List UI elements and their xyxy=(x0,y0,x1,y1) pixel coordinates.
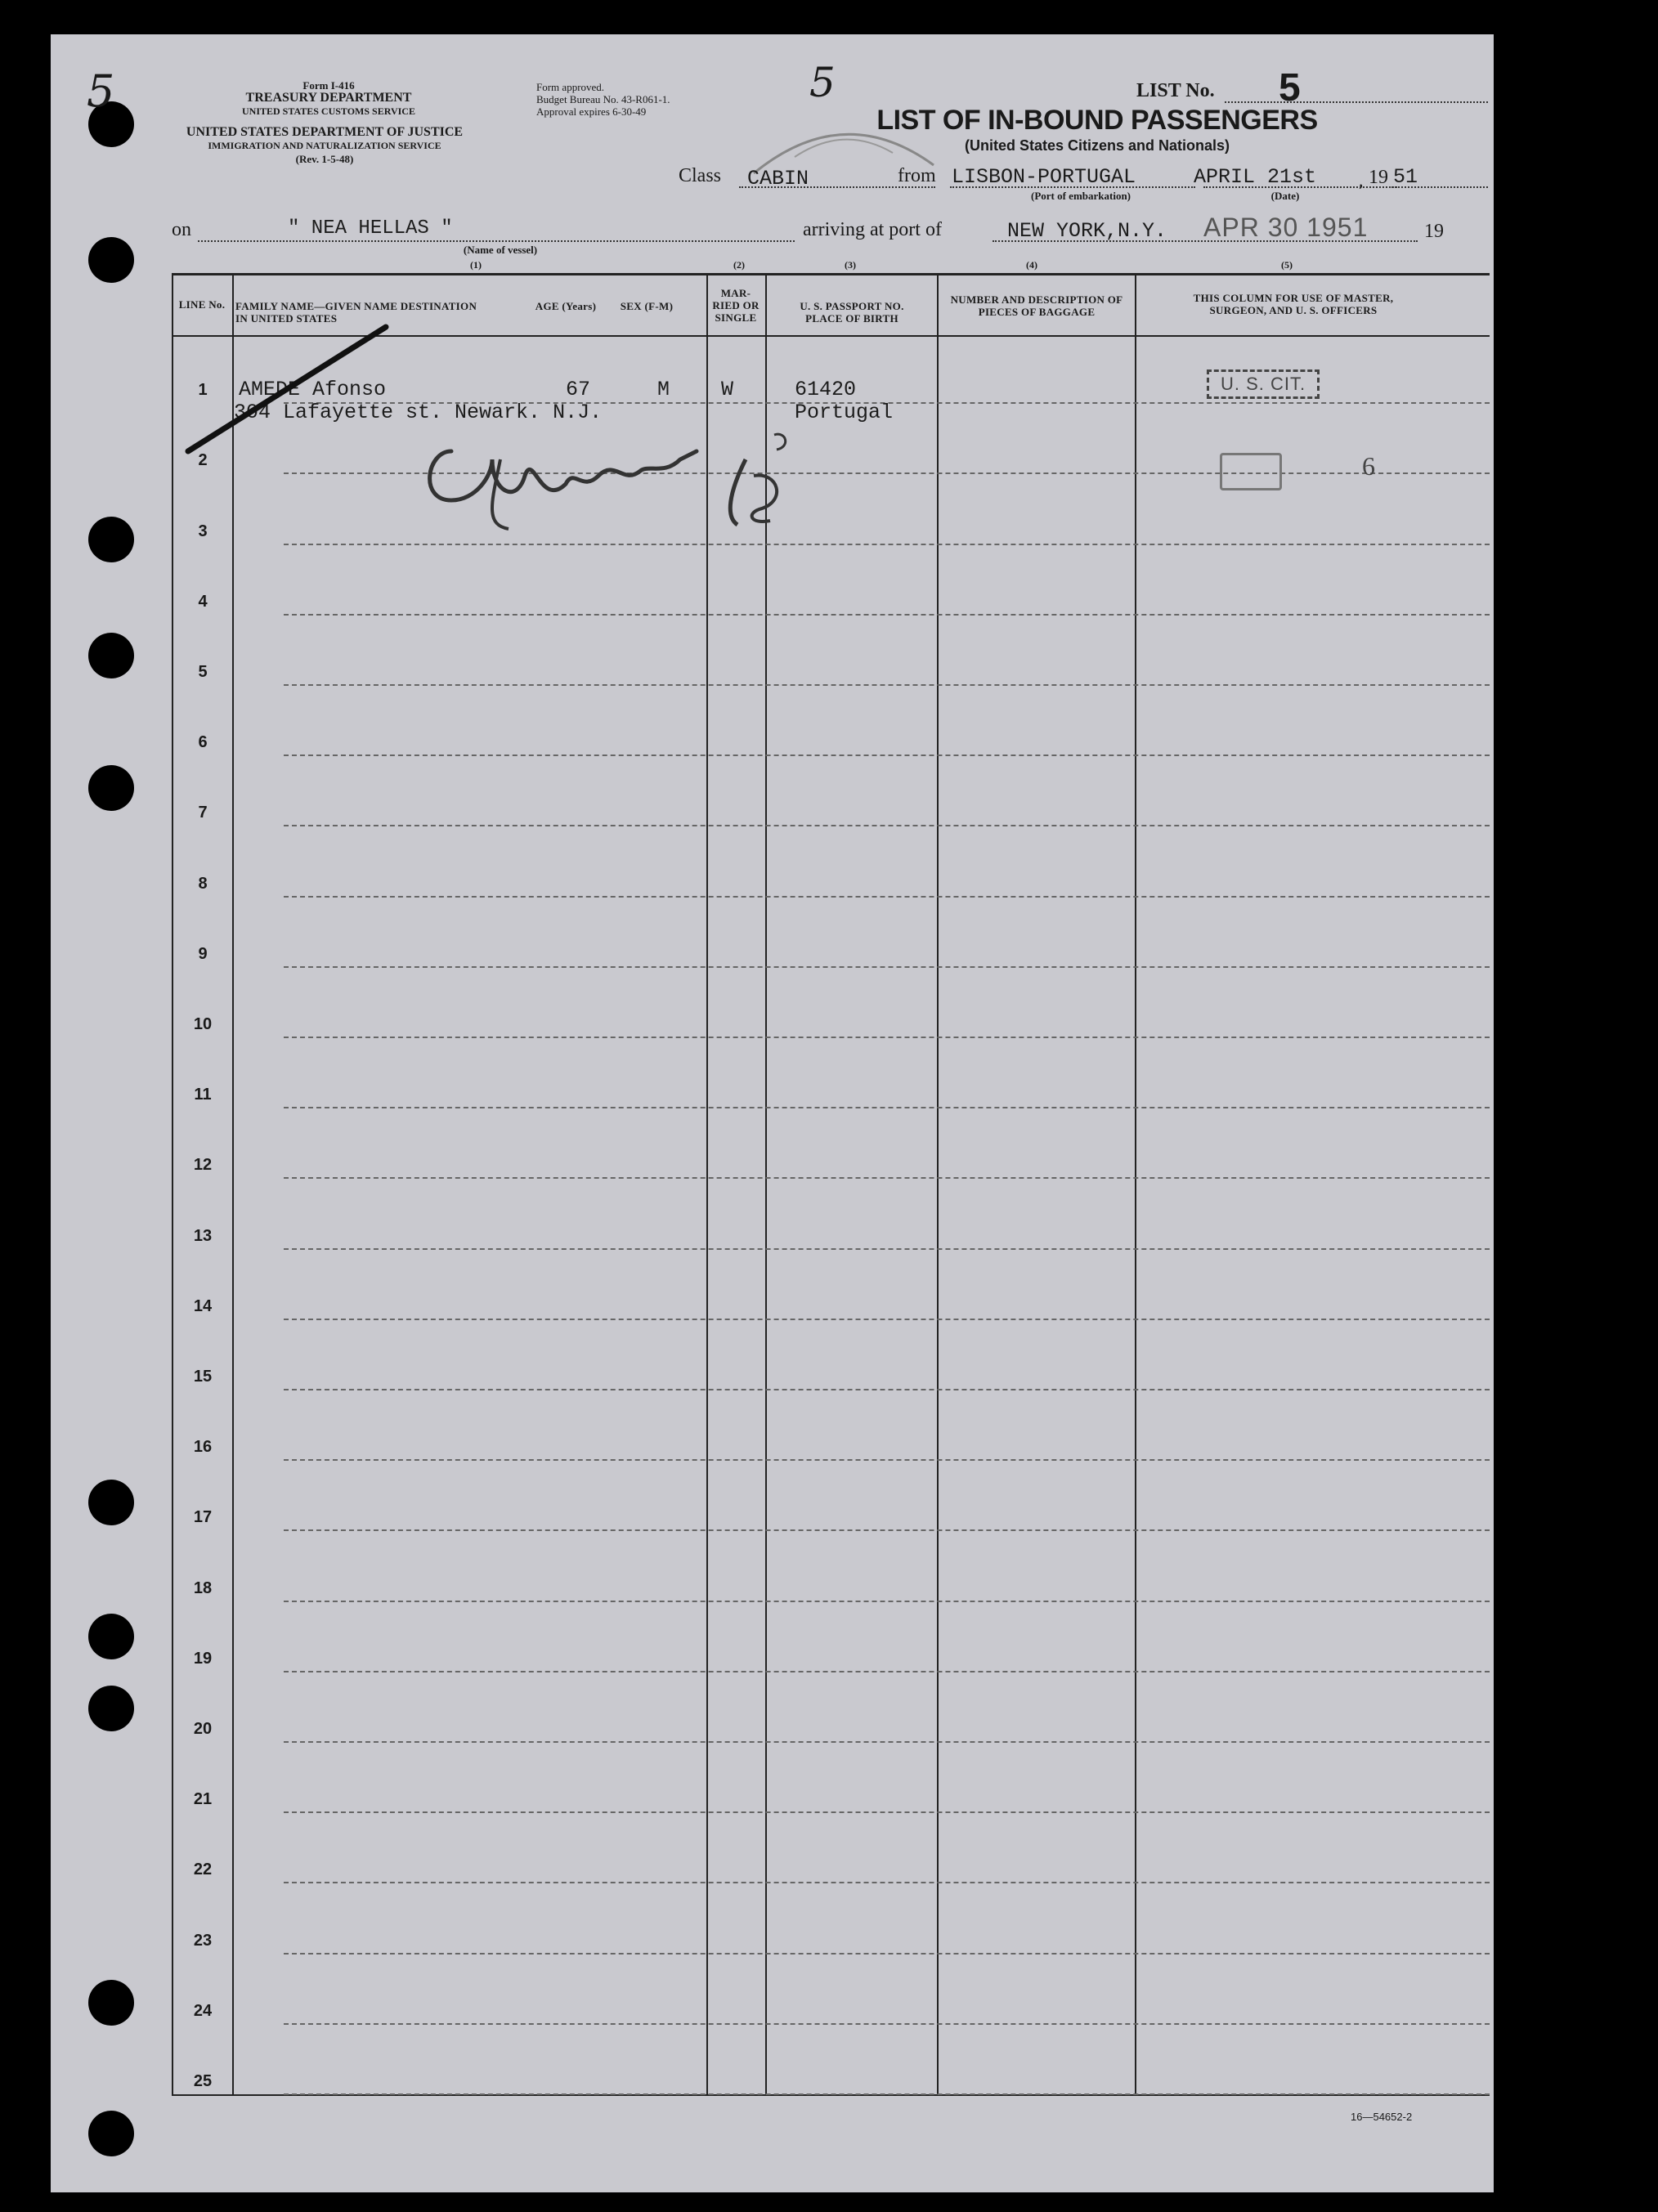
us-citizen-stamp: U. S. CIT. xyxy=(1207,369,1320,399)
row-rule xyxy=(284,896,1490,898)
date-value: APRIL 21st xyxy=(1194,165,1317,189)
line-number: 3 xyxy=(198,522,208,540)
line-number: 2 xyxy=(198,451,208,470)
year-value: 51 xyxy=(1393,165,1418,189)
row-rule xyxy=(284,1459,1490,1461)
line-number: 11 xyxy=(194,1086,212,1104)
column-header-passport: U. S. PASSPORT NO. PLACE OF BIRTH xyxy=(800,300,904,325)
line-number: 13 xyxy=(193,1226,213,1245)
print-code: 16—54652-2 xyxy=(1351,2111,1413,2123)
punch-hole xyxy=(88,2111,134,2156)
approval-line: Form approved. xyxy=(536,81,605,93)
punch-hole xyxy=(88,517,134,562)
column-header-line-no: LINE No. xyxy=(178,298,226,311)
list-no-value: 5 xyxy=(1279,66,1301,110)
row-rule xyxy=(284,1671,1490,1672)
line-number: 1 xyxy=(198,381,208,400)
line-number: 16 xyxy=(193,1438,213,1457)
column-header-name: FAMILY NAME—GIVEN NAME DESTINATION IN UNITED STATES xyxy=(235,300,477,325)
passenger-name: AMEDE Afonso xyxy=(239,378,387,401)
punch-hole xyxy=(88,765,134,811)
treasury-dept: TREASURY DEPARTMENT xyxy=(245,91,412,105)
table-left-border xyxy=(172,273,173,2096)
form-number: Form I-416 xyxy=(302,79,355,92)
row-rule xyxy=(284,684,1490,686)
column-header-baggage: NUMBER AND DESCRIPTION OF PIECES OF BAGGAGE xyxy=(950,293,1123,318)
handwritten-signature xyxy=(402,427,811,549)
punch-hole xyxy=(88,1686,134,1731)
row-rule xyxy=(284,614,1490,616)
form-page xyxy=(51,34,1494,2192)
baggage-divider xyxy=(1135,273,1136,2096)
column-header-age: AGE (Years) xyxy=(535,300,597,312)
line-number: 7 xyxy=(198,804,208,822)
port-caption: (Port of embarkation) xyxy=(1030,190,1131,202)
line-number: 18 xyxy=(193,1578,213,1597)
row-rule xyxy=(284,1389,1490,1390)
line-number: 15 xyxy=(193,1368,213,1386)
handwritten-mark-center: 5 xyxy=(809,59,836,106)
row-rule xyxy=(284,1811,1490,1813)
vessel-caption: (Name of vessel) xyxy=(463,244,538,256)
officer-note: 6 xyxy=(1362,451,1375,481)
line-number: 21 xyxy=(193,1790,213,1809)
line-number: 22 xyxy=(193,1860,213,1879)
ins-service: IMMIGRATION AND NATURALIZATION SERVICE xyxy=(208,140,441,151)
arriving-label: arriving at port of xyxy=(803,219,942,240)
handwritten-check-mark xyxy=(181,312,394,459)
year-prefix: , xyxy=(1359,170,1364,190)
column-number: (2) xyxy=(733,259,745,271)
row-rule xyxy=(284,1741,1490,1743)
column-number: (5) xyxy=(1281,259,1293,271)
line-number: 10 xyxy=(193,1015,213,1033)
line-number: 5 xyxy=(198,663,208,681)
approval-block xyxy=(536,82,670,119)
officer-stamp-box xyxy=(1220,453,1282,490)
row-rule xyxy=(284,1601,1490,1602)
column-number: (3) xyxy=(845,259,856,271)
passport-divider xyxy=(937,273,939,2096)
punch-hole xyxy=(88,1980,134,2026)
column-header-sex: SEX (F-M) xyxy=(620,300,674,312)
page-title: LIST OF IN-BOUND PASSENGERS xyxy=(876,105,1318,136)
column-number: (4) xyxy=(1026,259,1037,271)
handwritten-mark-left: 5 xyxy=(87,65,115,117)
passenger-birthplace: Portugal xyxy=(795,401,894,424)
passenger-age: 67 xyxy=(566,378,591,401)
list-no-line xyxy=(1225,101,1488,103)
table-top-border xyxy=(172,273,1490,275)
row-rule xyxy=(284,966,1490,968)
line-number: 8 xyxy=(198,874,208,893)
date-caption: (Date) xyxy=(1270,190,1300,202)
page-subtitle: (United States Citizens and Nationals) xyxy=(964,137,1230,154)
line-number: 20 xyxy=(193,1720,213,1738)
row-rule xyxy=(284,1319,1490,1320)
row-rule xyxy=(284,2093,1490,2095)
line-number: 14 xyxy=(193,1296,213,1315)
arrival-date-stamp: APR 30 1951 xyxy=(1203,213,1369,242)
passenger-sex: M xyxy=(657,378,670,401)
year-prefix-text: 19 xyxy=(1369,167,1388,188)
arrival-port: NEW YORK,N.Y. xyxy=(1007,219,1167,243)
passenger-marital-status: W xyxy=(721,378,734,401)
passenger-destination: 304 Lafayette st. Newark. N.J. xyxy=(234,401,603,424)
line-number: 4 xyxy=(198,592,208,611)
on-label: on xyxy=(172,219,191,240)
line-number: 17 xyxy=(193,1508,213,1527)
from-value: LISBON-PORTUGAL xyxy=(952,165,1136,189)
line-number: 6 xyxy=(198,733,208,752)
vessel-name: " NEA HELLAS " xyxy=(288,217,453,240)
year-suffix: 19 xyxy=(1424,221,1444,242)
row-rule xyxy=(284,1107,1490,1108)
justice-dept: UNITED STATES DEPARTMENT OF JUSTICE xyxy=(186,125,464,139)
passenger-passport-no: 61420 xyxy=(795,378,857,401)
punch-hole xyxy=(88,633,134,678)
line-number: 24 xyxy=(193,2001,213,2020)
row-rule xyxy=(284,1037,1490,1038)
row-rule xyxy=(284,1529,1490,1531)
column-header-married: MAR-RIED OR SINGLE xyxy=(712,287,760,324)
row-rule xyxy=(284,1248,1490,1250)
vessel-line xyxy=(198,240,795,242)
from-label: from xyxy=(898,165,936,186)
customs-service: UNITED STATES CUSTOMS SERVICE xyxy=(242,105,415,117)
punch-hole xyxy=(88,237,134,283)
row-rule xyxy=(284,825,1490,826)
row-rule xyxy=(284,754,1490,756)
class-value: CABIN xyxy=(747,167,809,190)
revision-date: (Rev. 1-5-48) xyxy=(295,153,354,165)
line-no-divider xyxy=(232,273,234,2096)
punch-hole xyxy=(88,1614,134,1659)
row-rule xyxy=(284,1177,1490,1179)
class-label: Class xyxy=(679,165,722,186)
approval-line: Budget Bureau No. 43-R061-1. xyxy=(536,92,670,105)
row-rule xyxy=(284,1953,1490,1955)
line-number: 12 xyxy=(193,1156,213,1175)
row-rule xyxy=(284,1882,1490,1883)
column-header-officers: THIS COLUMN FOR USE OF MASTER, SURGEON, AND U. S. OFFICERS xyxy=(1193,292,1394,316)
line-number: 9 xyxy=(198,944,208,963)
row-rule xyxy=(284,2023,1490,2025)
list-no-label: LIST No. xyxy=(1136,80,1215,101)
approval-line: Approval expires 6-30-49 xyxy=(536,105,647,118)
punch-hole xyxy=(88,1480,134,1525)
line-number: 19 xyxy=(193,1649,213,1668)
line-number: 25 xyxy=(193,2072,213,2090)
column-number: (1) xyxy=(470,259,482,271)
line-number: 23 xyxy=(193,1931,213,1950)
